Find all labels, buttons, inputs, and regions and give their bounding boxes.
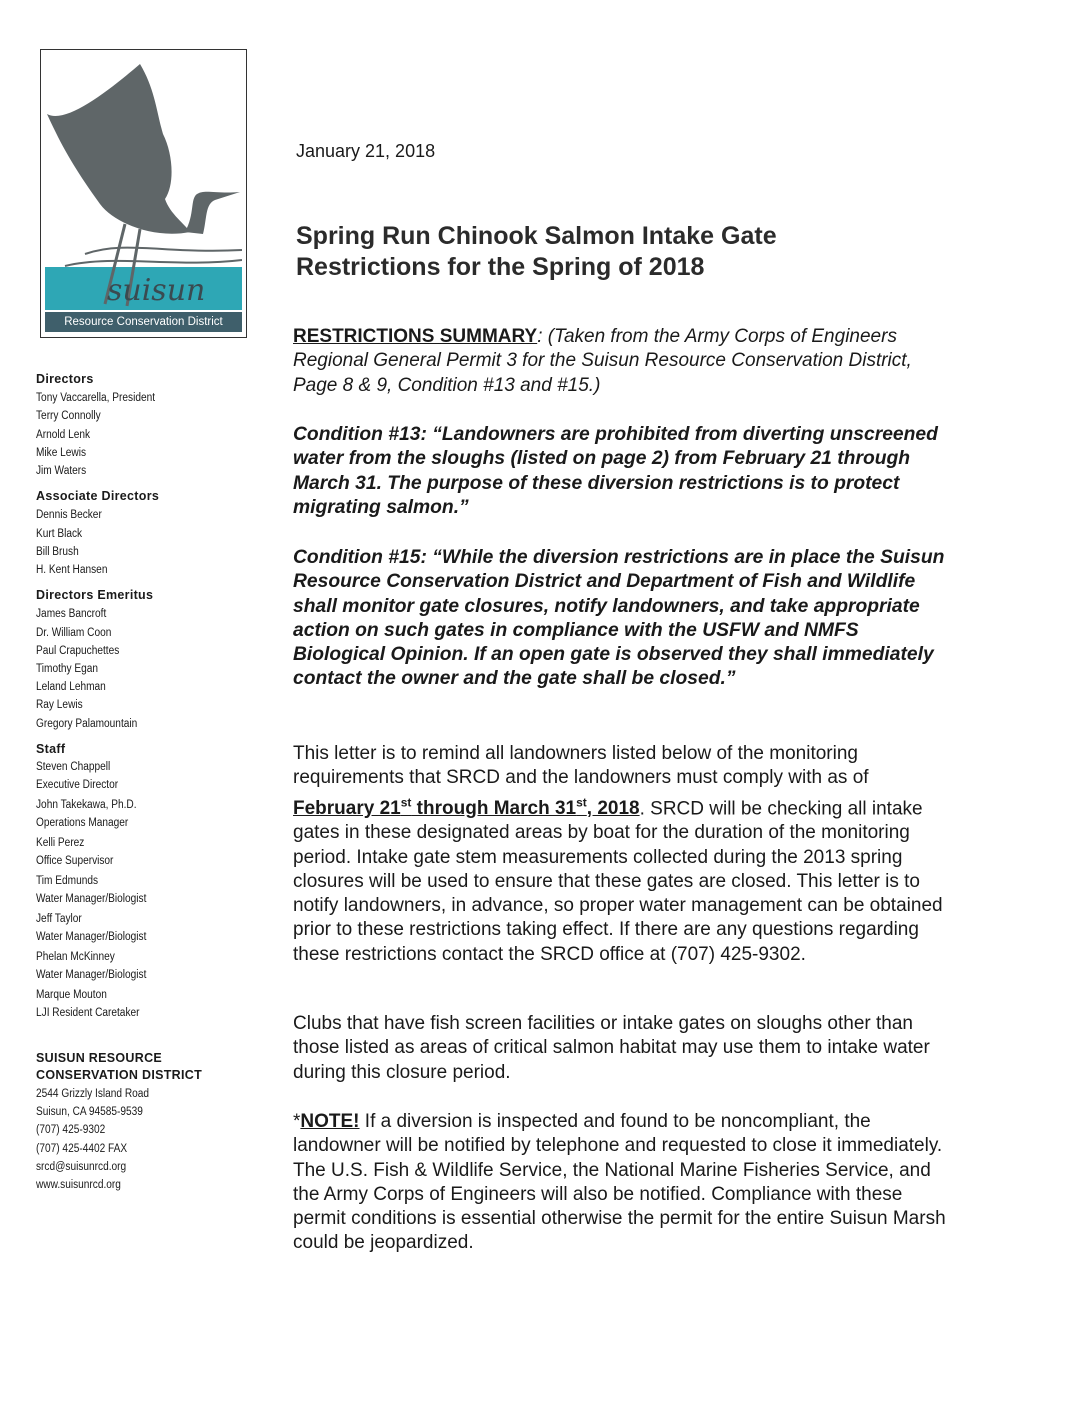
letter-title bbox=[296, 221, 946, 283]
p1-after: . SRCD will be checking all intake gates in these designated areas by boat for the duration of the monitoring period. Intake gate stem measurements collected during the 2013 spring closures will be used to ensure that these gates are closed. This letter is to notify landowners, in advance, so proper water management can be obtained prior to these restrictions taking effect. If there are any questions regarding these restrictions contact the SRCD office at (707) 425-9302. bbox=[293, 797, 943, 965]
staff-name: Kelli Perez bbox=[36, 837, 85, 850]
district-website[interactable]: www.suisunrcd.org bbox=[36, 1179, 121, 1192]
reminder-paragraph bbox=[293, 742, 948, 967]
staff-member bbox=[36, 987, 236, 1022]
staff-role: Water Manager/Biologist bbox=[36, 892, 147, 905]
sidebar bbox=[36, 370, 236, 1194]
district-logo bbox=[40, 49, 247, 338]
district-heading bbox=[36, 1050, 236, 1084]
date-year: , 2018 bbox=[586, 797, 640, 819]
staff-name: Phelan McKinney bbox=[36, 951, 115, 964]
directors-heading: Directors bbox=[36, 372, 94, 386]
staff-role: Office Supervisor bbox=[36, 854, 114, 867]
emeritus-name: Gregory Palamountain bbox=[36, 717, 138, 730]
district-city: Suisun, CA 94585-9539 bbox=[36, 1106, 143, 1119]
p1-before: This letter is to remind all landowners listed below of the monitoring requirements that SRCD and the landowners must comply with as of bbox=[293, 743, 869, 789]
staff-member bbox=[36, 759, 236, 794]
staff-role: Operations Manager bbox=[36, 816, 129, 829]
associate-directors-section bbox=[36, 487, 236, 579]
associate-director-name: Bill Brush bbox=[36, 545, 79, 558]
note-label: NOTE! bbox=[300, 1111, 360, 1132]
directors-emeritus-section bbox=[36, 586, 236, 733]
date-end: through March 31 bbox=[411, 797, 577, 819]
staff-member bbox=[36, 797, 236, 832]
note-paragraph bbox=[293, 1110, 948, 1256]
condition-15: Condition #15: “While the diversion restrictions are in place the Suisun Resource Conservation District and Department of Fish and Wildlife shall monitor gate closures, notify landowners, and take appropriate action on such gates in compliance with the USFW and NMFS Biological Opinion. If an open gate is observed they shall immediately contact the owner and the gate shall be closed.” bbox=[293, 547, 945, 690]
associate-director-name: Kurt Black bbox=[36, 527, 83, 540]
staff-name: Tim Edmunds bbox=[36, 875, 99, 888]
associate-directors-heading: Associate Directors bbox=[36, 489, 160, 504]
director-name: Tony Vaccarella, President bbox=[36, 392, 156, 405]
summary-text: (Taken from the Army Corps of Engineers Regional General Permit 3 for the Suisun Resource Conservation District, Page 8 & 9, Condition #13 and #15.) bbox=[293, 326, 912, 396]
title-line2: Restrictions for the Spring of 2018 bbox=[296, 253, 705, 281]
district-heading-line1: SUISUN RESOURCE bbox=[36, 1051, 163, 1066]
staff-name: Steven Chappell bbox=[36, 761, 111, 774]
staff-name: Jeff Taylor bbox=[36, 913, 82, 926]
district-phone: (707) 425-9302 bbox=[36, 1124, 106, 1137]
director-name: Jim Waters bbox=[36, 465, 87, 478]
emeritus-name: James Bancroft bbox=[36, 608, 107, 621]
emeritus-name: Paul Crapuchettes bbox=[36, 644, 120, 657]
associate-director-name: H. Kent Hansen bbox=[36, 564, 108, 577]
emeritus-name: Dr. William Coon bbox=[36, 626, 112, 639]
date-start: February 21 bbox=[293, 797, 401, 819]
emeritus-name: Ray Lewis bbox=[36, 699, 83, 712]
monitoring-dates bbox=[293, 795, 640, 819]
staff-name: Marque Mouton bbox=[36, 989, 107, 1002]
associate-director-name: Dennis Becker bbox=[36, 509, 102, 522]
director-name: Terry Connolly bbox=[36, 410, 101, 423]
staff-heading: Staff bbox=[36, 741, 66, 756]
district-contact bbox=[36, 1050, 236, 1194]
date-end-sup: st bbox=[576, 795, 587, 810]
logo-band-text: Resource Conservation District bbox=[45, 312, 242, 332]
summary-colon: : bbox=[537, 326, 543, 347]
staff-member bbox=[36, 873, 236, 908]
note-prefix: * bbox=[293, 1111, 301, 1132]
district-email[interactable]: srcd@suisunrcd.org bbox=[36, 1160, 127, 1173]
staff-role: Executive Director bbox=[36, 778, 119, 791]
heron-logo-graphic bbox=[45, 54, 242, 310]
clubs-paragraph: Clubs that have fish screen facilities or intake gates on sloughs other than those listed as areas of critical salmon habitat may use them to intake water during this closure period. bbox=[293, 1013, 930, 1083]
title-line1: Spring Run Chinook Salmon Intake Gate bbox=[296, 222, 777, 250]
district-address: 2544 Grizzly Island Road bbox=[36, 1088, 150, 1101]
director-name: Arnold Lenk bbox=[36, 428, 91, 441]
directors-section bbox=[36, 370, 236, 480]
restrictions-summary bbox=[293, 325, 948, 398]
staff-member bbox=[36, 949, 236, 984]
note-text: If a diversion is inspected and found to be noncompliant, the landowner will be notified by telephone and requested to close it immediately. The U.S. Fish & Wildlife Service, the National Marine Fisheries Service, and the Army Corps of Engineers will also be notified. Compliance with these permit conditions is essential otherwise the permit for the entire Suisun Marsh could be jeopardized. bbox=[293, 1111, 946, 1254]
staff-member bbox=[36, 835, 236, 870]
letter-date: January 21, 2018 bbox=[296, 141, 436, 161]
staff-member bbox=[36, 911, 236, 946]
staff-role: Water Manager/Biologist bbox=[36, 968, 147, 981]
date-start-sup: st bbox=[400, 795, 412, 810]
staff-role: Water Manager/Biologist bbox=[36, 930, 147, 943]
staff-role: LJI Resident Caretaker bbox=[36, 1006, 140, 1019]
condition-13: Condition #13: “Landowners are prohibited from diverting unscreened water from the sloughs (listed on page 2) from February 21 through March 31. The purpose of these diversion restrictions is to protect migrating salmon.” bbox=[293, 424, 938, 518]
district-fax: (707) 425-4402 FAX bbox=[36, 1142, 128, 1155]
svg-text:suisun: suisun bbox=[107, 273, 206, 308]
directors-emeritus-heading: Directors Emeritus bbox=[36, 588, 154, 603]
staff-section bbox=[36, 740, 236, 1022]
emeritus-name: Timothy Egan bbox=[36, 663, 99, 676]
district-heading-line2: CONSERVATION DISTRICT bbox=[36, 1068, 203, 1083]
staff-name: John Takekawa, Ph.D. bbox=[36, 799, 137, 812]
heron-icon bbox=[47, 64, 190, 234]
summary-label: RESTRICTIONS SUMMARY bbox=[293, 326, 538, 347]
director-name: Mike Lewis bbox=[36, 446, 87, 459]
emeritus-name: Leland Lehman bbox=[36, 681, 106, 694]
